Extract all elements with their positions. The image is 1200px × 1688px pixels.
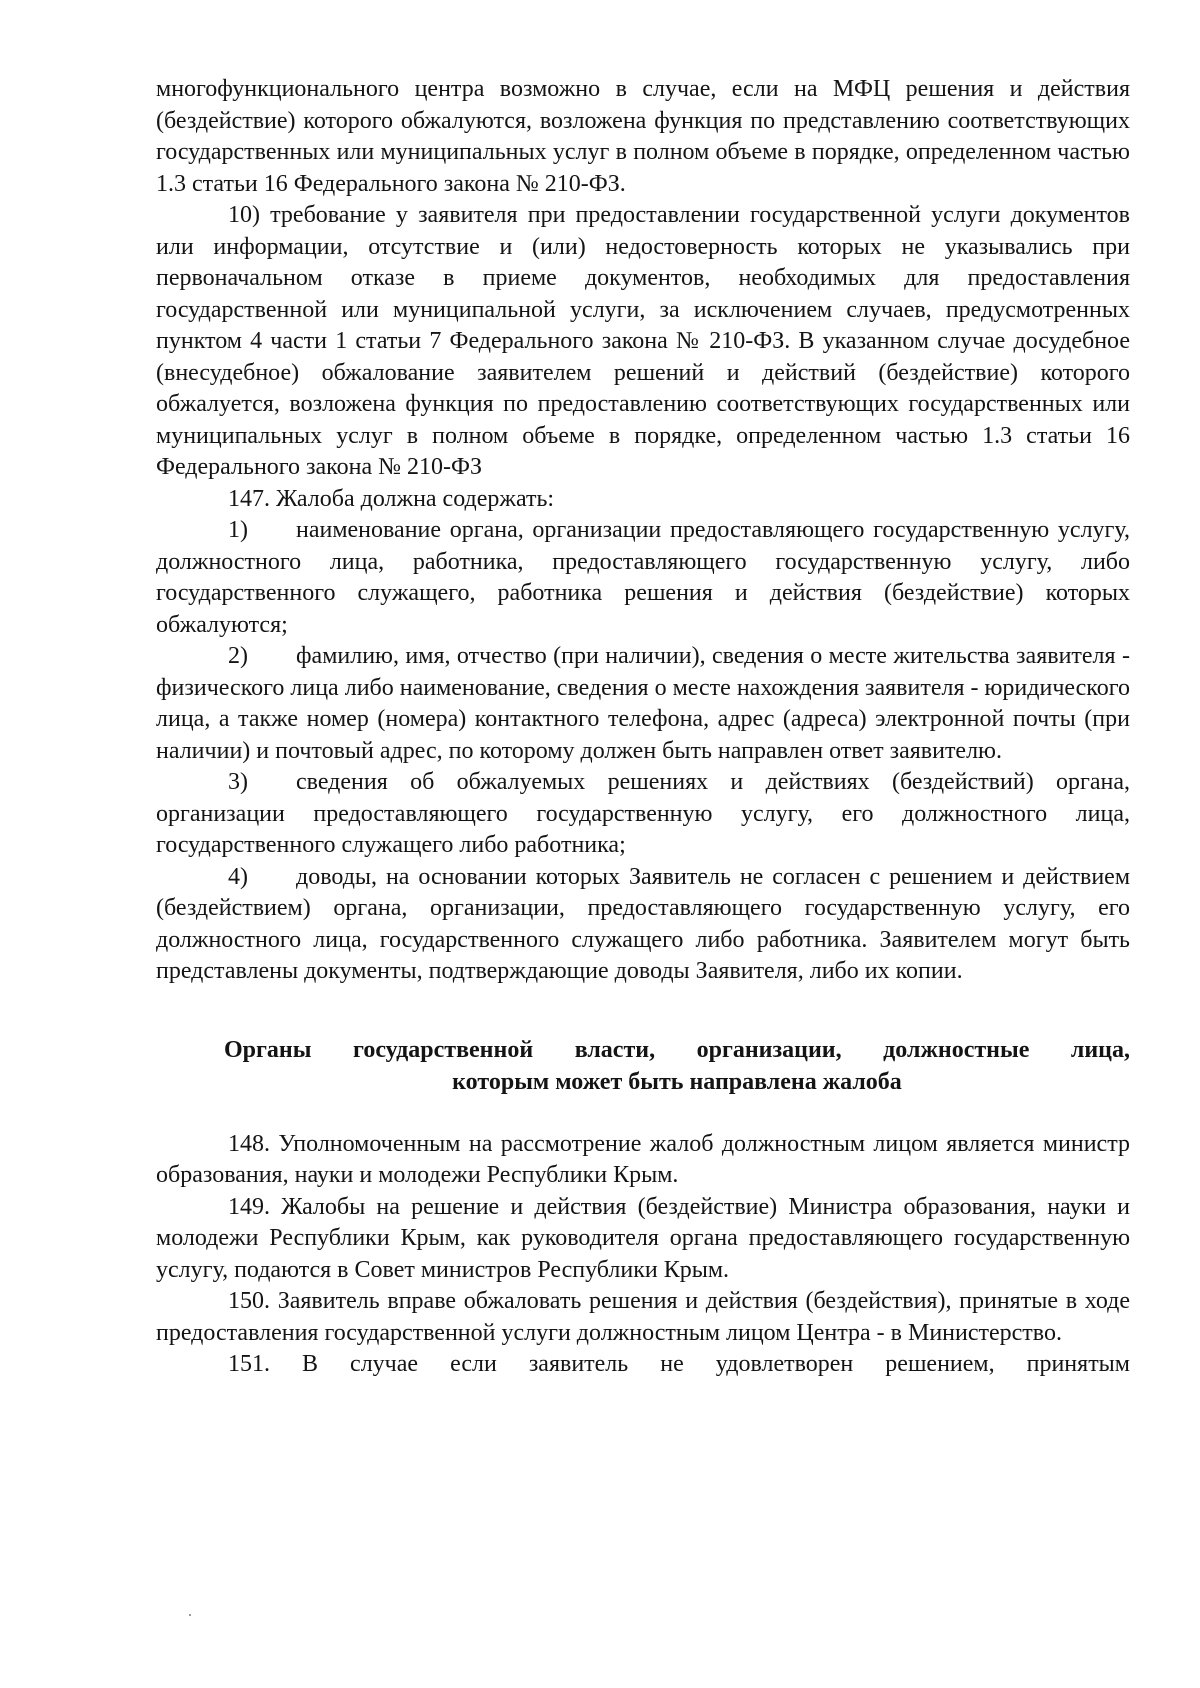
list-item-number: 4) xyxy=(228,863,248,890)
list-item-3 xyxy=(156,767,1130,862)
list-item-number: 3) xyxy=(228,769,248,795)
list-item-2 xyxy=(156,641,1130,767)
list-item-1 xyxy=(156,515,1130,641)
paragraph-151: 151. В случае если заявитель не удовлетворен решением, принятым xyxy=(228,1351,1130,1377)
paragraph-item-10: 10) требование у заявителя при предоставлении государственной услуги документов или информации, отсутствие и (или) недостоверность которых не указывались при первоначальном отказе в приеме документов, необходимых для предоставления государственной или муниципальной услуги, за исключением случаев, предусмотренных пунктом 4 части 1 статьи 7 Федерального закона № 210-ФЗ. В указанном случае досудебное (внесудебное) обжалование заявителем решений и действий (бездействие) которого обжалуется, возложена функция по предоставлению соответствующих государственных или муниципальных услуг в полном объеме в порядке, определенном частью 1.3 статьи 16 Федерального закона № 210-ФЗ xyxy=(156,202,1130,480)
section-heading-line-2: которым может быть направлена жалоба xyxy=(452,1068,902,1095)
list-item-text: наименование органа, организации предоставляющего государственную услугу, должностного лица, работника, предоставляющего государственную услугу, либо государственного служащего, работника решения и действия (бездействие) которых обжалуются; xyxy=(156,517,1130,638)
paragraph-147: 147. Жалоба должна содержать: xyxy=(228,485,555,512)
document-page xyxy=(156,74,1130,1381)
list-item-4 xyxy=(156,862,1130,988)
paragraph-149: 149. Жалобы на решение и действия (бездействие) Министра образования, науки и молодежи Республики Крым, как руководителя органа предоставляющего государственную услугу, подаются в Совет министров Республики Крым. xyxy=(156,1193,1130,1283)
paragraph-continuation-mfc: многофункционального центра возможно в случае, если на МФЦ решения и действия (бездействие) которого обжалуются, возложена функция по представлению соответствующих государственных или муниципальных услуг в полном объеме в порядке, определенном частью 1.3 статьи 16 Федерального закона № 210-ФЗ. xyxy=(156,76,1130,197)
section-heading xyxy=(156,1034,1130,1098)
list-item-text: фамилию, имя, отчество (при наличии), сведения о месте жительства заявителя - физического лица либо наименование, сведения о месте нахождения заявителя - юридического лица, а также номер (номера) контактного телефона, адрес (адреса) электронной почты (при наличии) и почтовый адрес, по которому должен быть направлен ответ заявителю. xyxy=(156,643,1130,764)
list-item-number: 2) xyxy=(228,643,248,669)
list-item-number: 1) xyxy=(228,517,248,543)
list-item-text: доводы, на основании которых Заявитель не согласен с решением и действием (бездействием) органа, организации, предоставляющего государственную услугу, его должностного лица, государственного служащего либо работника. Заявителем могут быть представлены документы, подтверждающие доводы Заявителя, либо их копии. xyxy=(156,863,1130,984)
paragraph-148: 148. Уполномоченным на рассмотрение жалоб должностным лицом является министр образования, науки и молодежи Республики Крым. xyxy=(156,1130,1130,1188)
section-heading-line-1: Органы государственной власти, организации, должностные лица, xyxy=(224,1036,1130,1063)
list-item-text: сведения об обжалуемых решениях и действиях (бездействий) органа, организации предоставляющего государственную услугу, его должностного лица, государственного служащего либо работника; xyxy=(156,769,1130,858)
paragraph-150: 150. Заявитель вправе обжаловать решения и действия (бездействия), принятые в ходе предоставления государственной услуги должностным лицом Центра - в Министерство. xyxy=(156,1288,1130,1346)
scan-speck xyxy=(189,1614,191,1616)
